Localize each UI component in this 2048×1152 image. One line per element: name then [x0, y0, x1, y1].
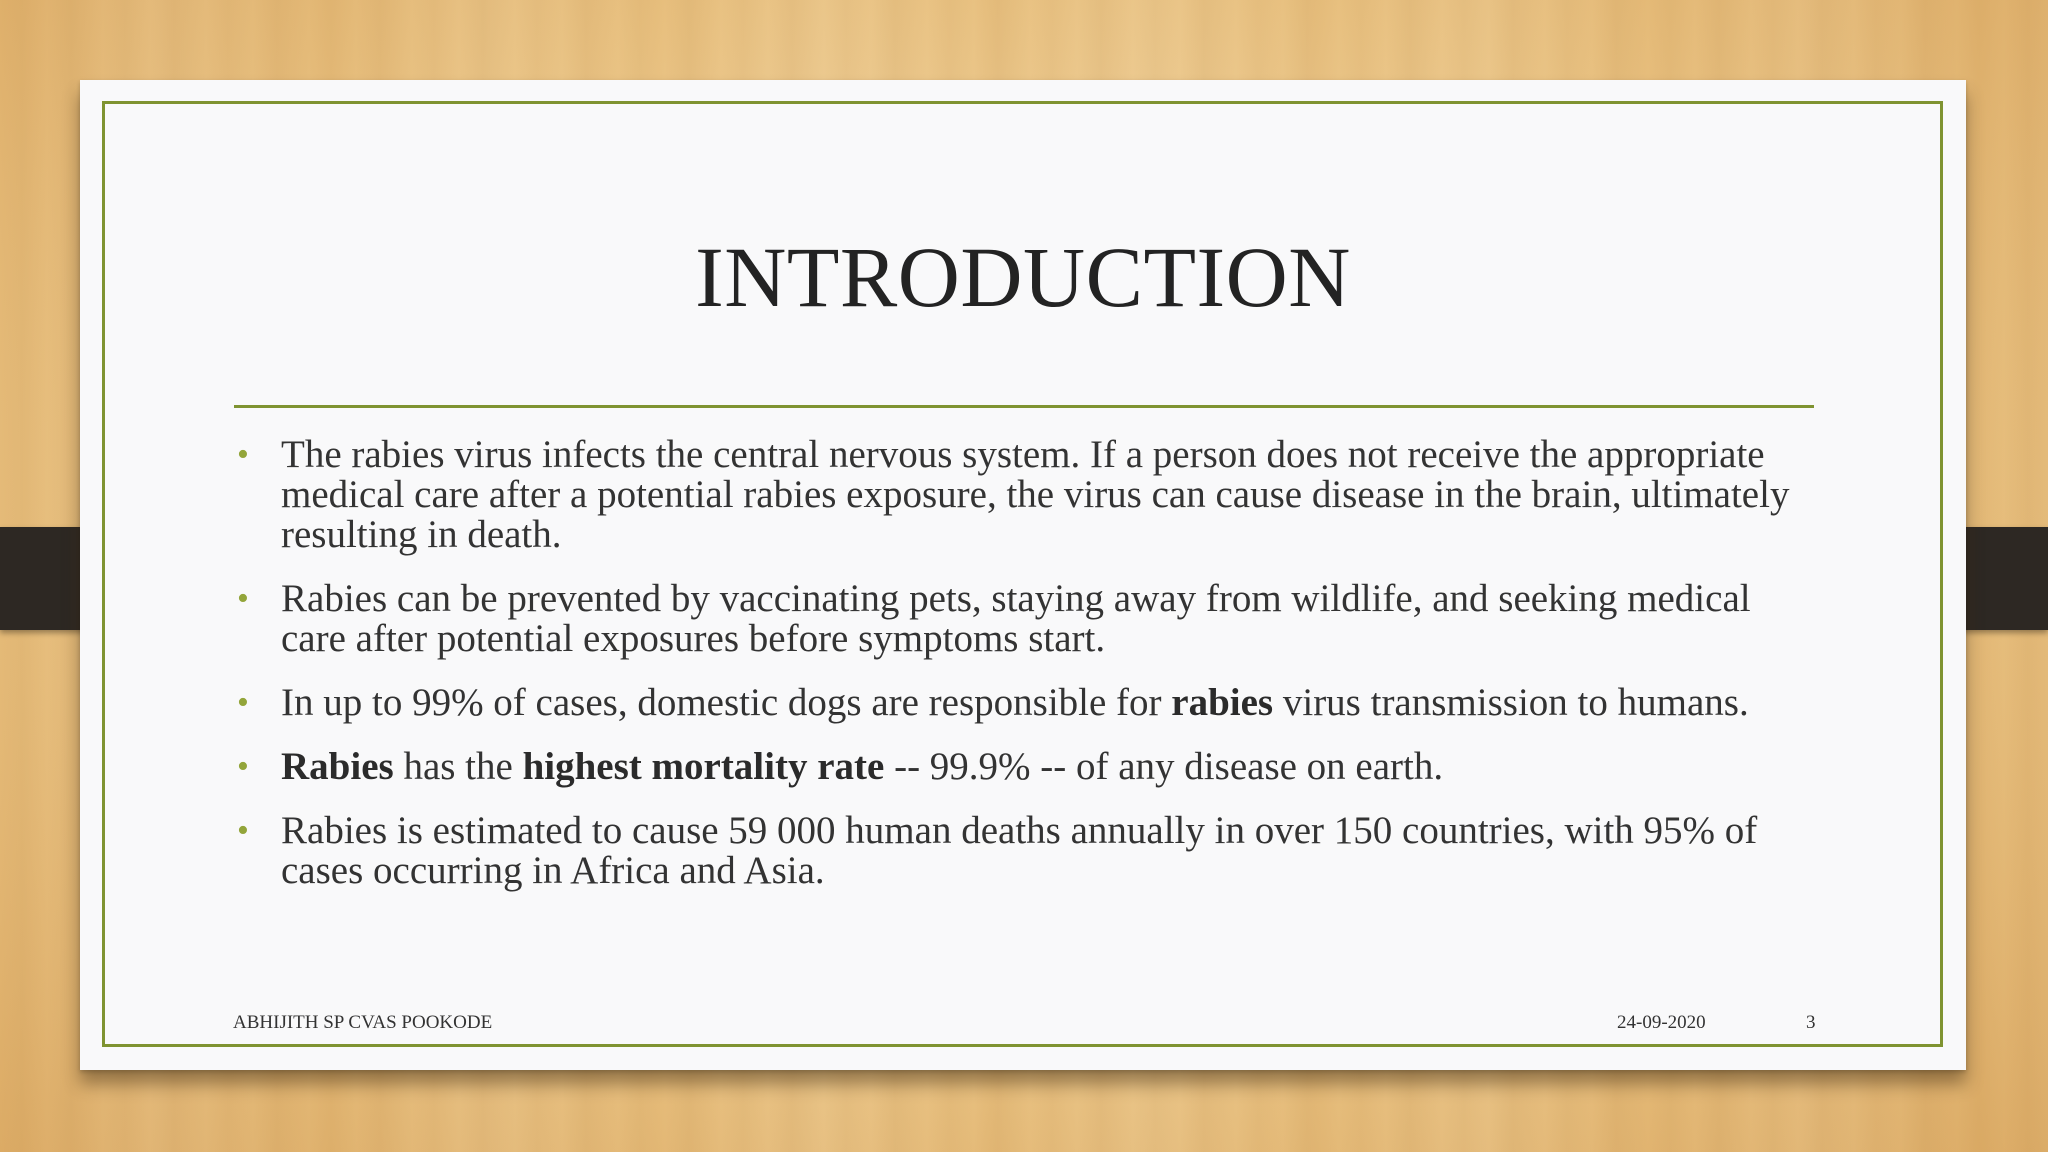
bullet-text: The rabies virus infects the central nervous system. If a person does not receive the appropriate medical care after a potential rabies exposure, the virus can cause disease in the brain, ultimately resulting in death. — [281, 433, 1790, 556]
bullet-text: has the — [393, 745, 523, 788]
bullet-text: Rabies can be prevented by vaccinating pets, staying away from wildlife, and seeking medical care after potential exposures before symptoms start. — [281, 577, 1751, 660]
bullet-dot-icon: • — [237, 436, 249, 473]
bullet-item — [234, 435, 1824, 555]
bullet-dot-icon: • — [237, 684, 249, 721]
title-divider — [234, 405, 1814, 408]
footer-date: 24-09-2020 — [1617, 1012, 1706, 1033]
slide — [80, 80, 1966, 1070]
bullet-dot-icon: • — [237, 812, 249, 849]
bullet-item — [234, 811, 1824, 891]
slide-title: INTRODUCTION — [695, 229, 1351, 325]
bullet-list — [234, 435, 1824, 915]
bullet-text: In up to 99% of cases, domestic dogs are responsible for — [281, 681, 1172, 724]
bullet-text-bold: Rabies — [281, 745, 394, 788]
bullet-item — [234, 683, 1824, 723]
footer-page-number: 3 — [1806, 1012, 1816, 1033]
bullet-item — [234, 747, 1824, 787]
bullet-text: -- 99.9% -- of any disease on earth. — [884, 745, 1444, 788]
bullet-dot-icon: • — [237, 580, 249, 617]
bullet-dot-icon: • — [237, 748, 249, 785]
bullet-text-bold: rabies — [1171, 681, 1274, 724]
bullet-item — [234, 579, 1824, 659]
bullet-text: Rabies is estimated to cause 59 000 human deaths annually in over 150 countries, with 95% of cases occurring in Africa and Asia. — [281, 809, 1758, 892]
bullet-text: virus transmission to humans. — [1273, 681, 1749, 724]
footer-author: ABHIJITH SP CVAS POOKODE — [233, 1012, 493, 1033]
bullet-text-bold: highest mortality rate — [522, 745, 885, 788]
